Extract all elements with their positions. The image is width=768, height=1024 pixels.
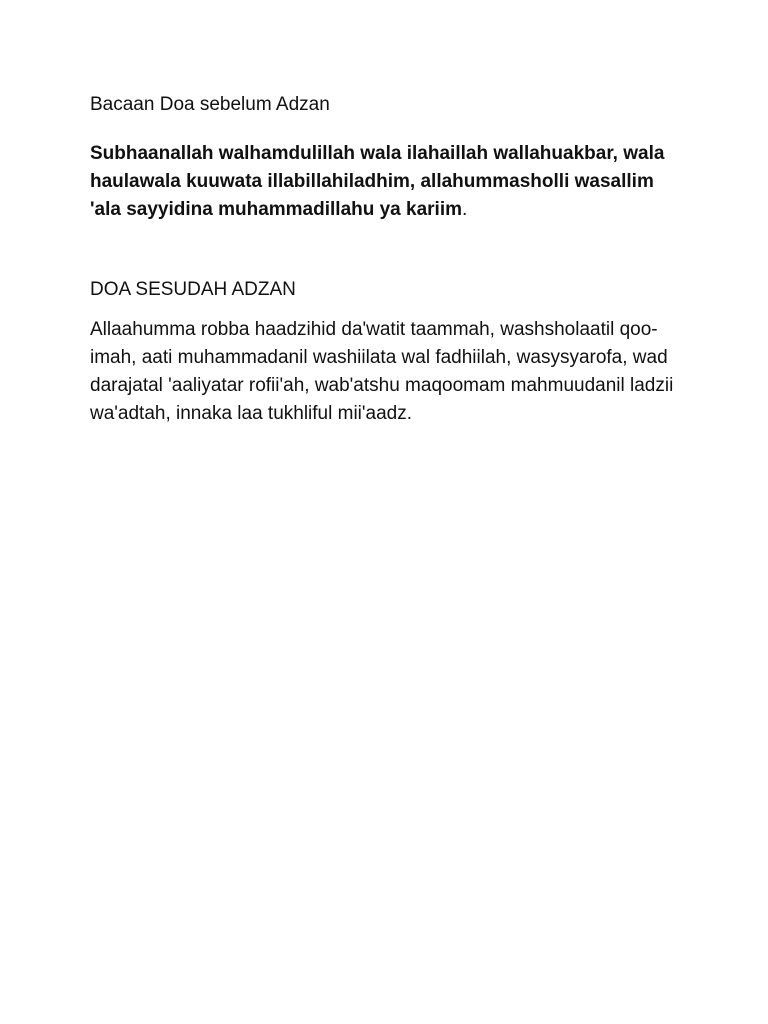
heading-doa-sesudah-adzan: DOA SESUDAH ADZAN: [90, 279, 296, 300]
doa-sebelum-adzan-period: .: [462, 199, 468, 220]
doa-sebelum-adzan-text: [90, 140, 690, 224]
doa-sesudah-adzan-text: Allaahumma robba haadzihid da'watit taammah, washsholaatil qoo-imah, aati muhammadanil washiilata wal fadhiilah, wasysyarofa, wad darajatal 'aaliyatar rofii'ah, wab'atshu maqoomam mahmuudanil ladzii wa'adtah, innaka laa tukhliful mii'aadz.: [90, 319, 674, 424]
heading-doa-sebelum-adzan: Bacaan Doa sebelum Adzan: [90, 94, 330, 115]
doa-sebelum-adzan-bold-text: Subhaanallah walhamdulillah wala ilahaillah wallahuakbar, wala haulawala kuuwata illabillahiladhim, allahummasholli wasallim 'ala sayyidina muhammadillahu ya kariim: [90, 143, 665, 220]
